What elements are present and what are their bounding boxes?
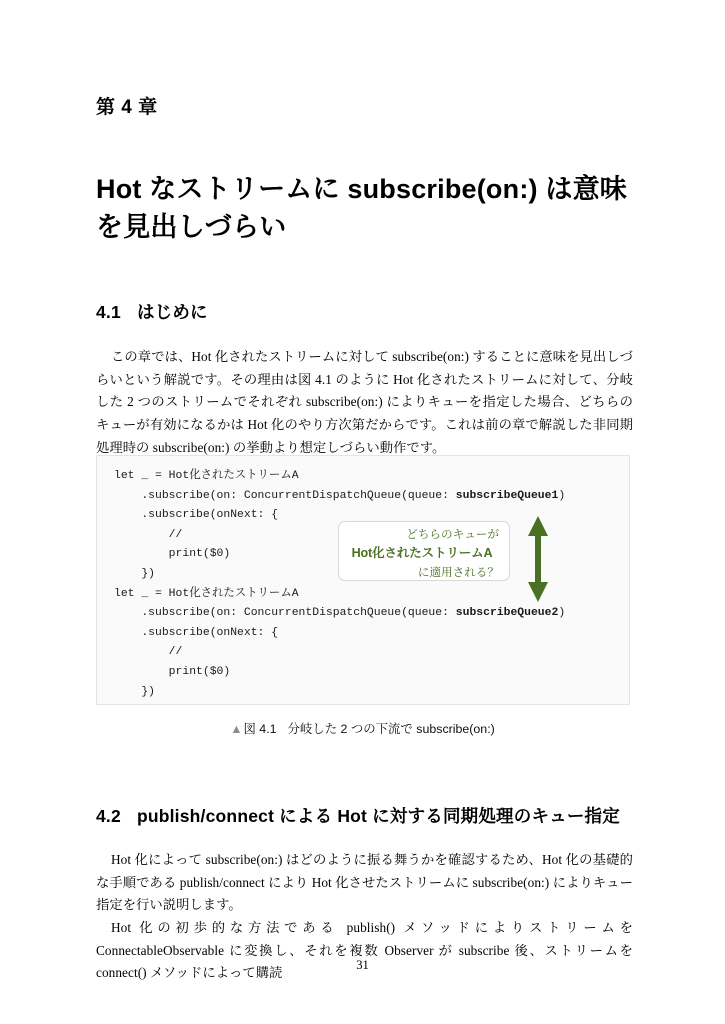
double-headed-arrow — [524, 514, 552, 604]
code-token-queue-1: subscribeQueue1 — [455, 489, 559, 502]
code-line: .subscribe(onNext: { — [114, 509, 279, 522]
figure-caption — [0, 719, 725, 737]
callout-line-2: Hot化されたストリームA — [351, 546, 493, 560]
code-line-tail: ) — [558, 607, 566, 620]
section-heading-4-1 — [96, 299, 208, 324]
caption-triangle-icon: ▲ — [230, 722, 243, 736]
caption-text: 分岐した 2 つの下流で subscribe(on:) — [287, 722, 495, 736]
code-line: }) — [114, 567, 156, 580]
code-line: let _ = Hot化されたストリームA — [114, 470, 299, 482]
code-line: .subscribe(onNext: { — [114, 626, 279, 639]
section-title: はじめに — [136, 302, 208, 322]
caption-label: 図 4.1 — [243, 722, 277, 736]
page-title: Hot なストリームに subscribe(on:) は意味を見出しづらい — [96, 174, 627, 243]
section-title: publish/connect による Hot に対する同期処理のキュー指定 — [136, 806, 620, 826]
paragraph-4-2-a — [96, 849, 633, 917]
code-content — [114, 467, 565, 702]
code-token-queue-2: subscribeQueue2 — [455, 607, 559, 620]
paragraph-4-2-b — [96, 917, 633, 985]
paragraph-text: この章では、Hot 化されたストリームに対して subscribe(on:) することに意味を見出しづらいという解説です。その理由は図 4.1 のように Hot 化されたストリームに対して、分岐した 2 つのストリームでそれぞれ subscribe(on:) によりキューを指定した場合、どちらのキューが有効になるかは Hot 化のやり方次第だからです。これは前の章で解説した非同期処理時の subscribe(on:) の挙動より想定しづらい動作です。 — [96, 349, 633, 455]
section-number: 4.2 — [96, 806, 121, 826]
code-line: print($0) — [114, 548, 231, 561]
code-line: // — [114, 646, 183, 659]
section-heading-4-2 — [96, 803, 620, 828]
code-line: }) — [114, 685, 156, 698]
annotation-callout — [338, 521, 510, 581]
section-number: 4.1 — [96, 302, 121, 322]
code-line: // — [114, 528, 183, 541]
code-line: .subscribe(on: ConcurrentDispatchQueue(queue: — [114, 607, 456, 620]
code-line: let _ = Hot化されたストリームA — [114, 587, 299, 600]
paragraph-text: Hot 化の初歩的な方法である publish() メソッドによりストリームを ConnectableObservable に変換し、それを複数 Observer が subscribe 後、ストリームを connect() メソッドによって購読 — [96, 920, 633, 981]
paragraph-4-1 — [96, 346, 633, 459]
chapter-number: 第 4 章 — [96, 97, 158, 118]
callout-line-1: どちらのキューが — [406, 528, 499, 541]
page-number: 31 — [356, 958, 369, 972]
paragraph-text: Hot 化によって subscribe(on:) はどのように振る舞うかを確認するため、Hot 化の基礎的な手順である publish/connect により Hot 化させたストリームに subscribe(on:) によりキュー指定を行い説明します。 — [96, 852, 633, 913]
code-line-tail: ) — [558, 489, 566, 502]
double-headed-vertical-arrow-icon — [524, 514, 552, 604]
code-line: print($0) — [114, 665, 231, 678]
callout-line-3: に適用される？ — [417, 566, 499, 579]
code-line: .subscribe(on: ConcurrentDispatchQueue(queue: — [114, 489, 456, 502]
